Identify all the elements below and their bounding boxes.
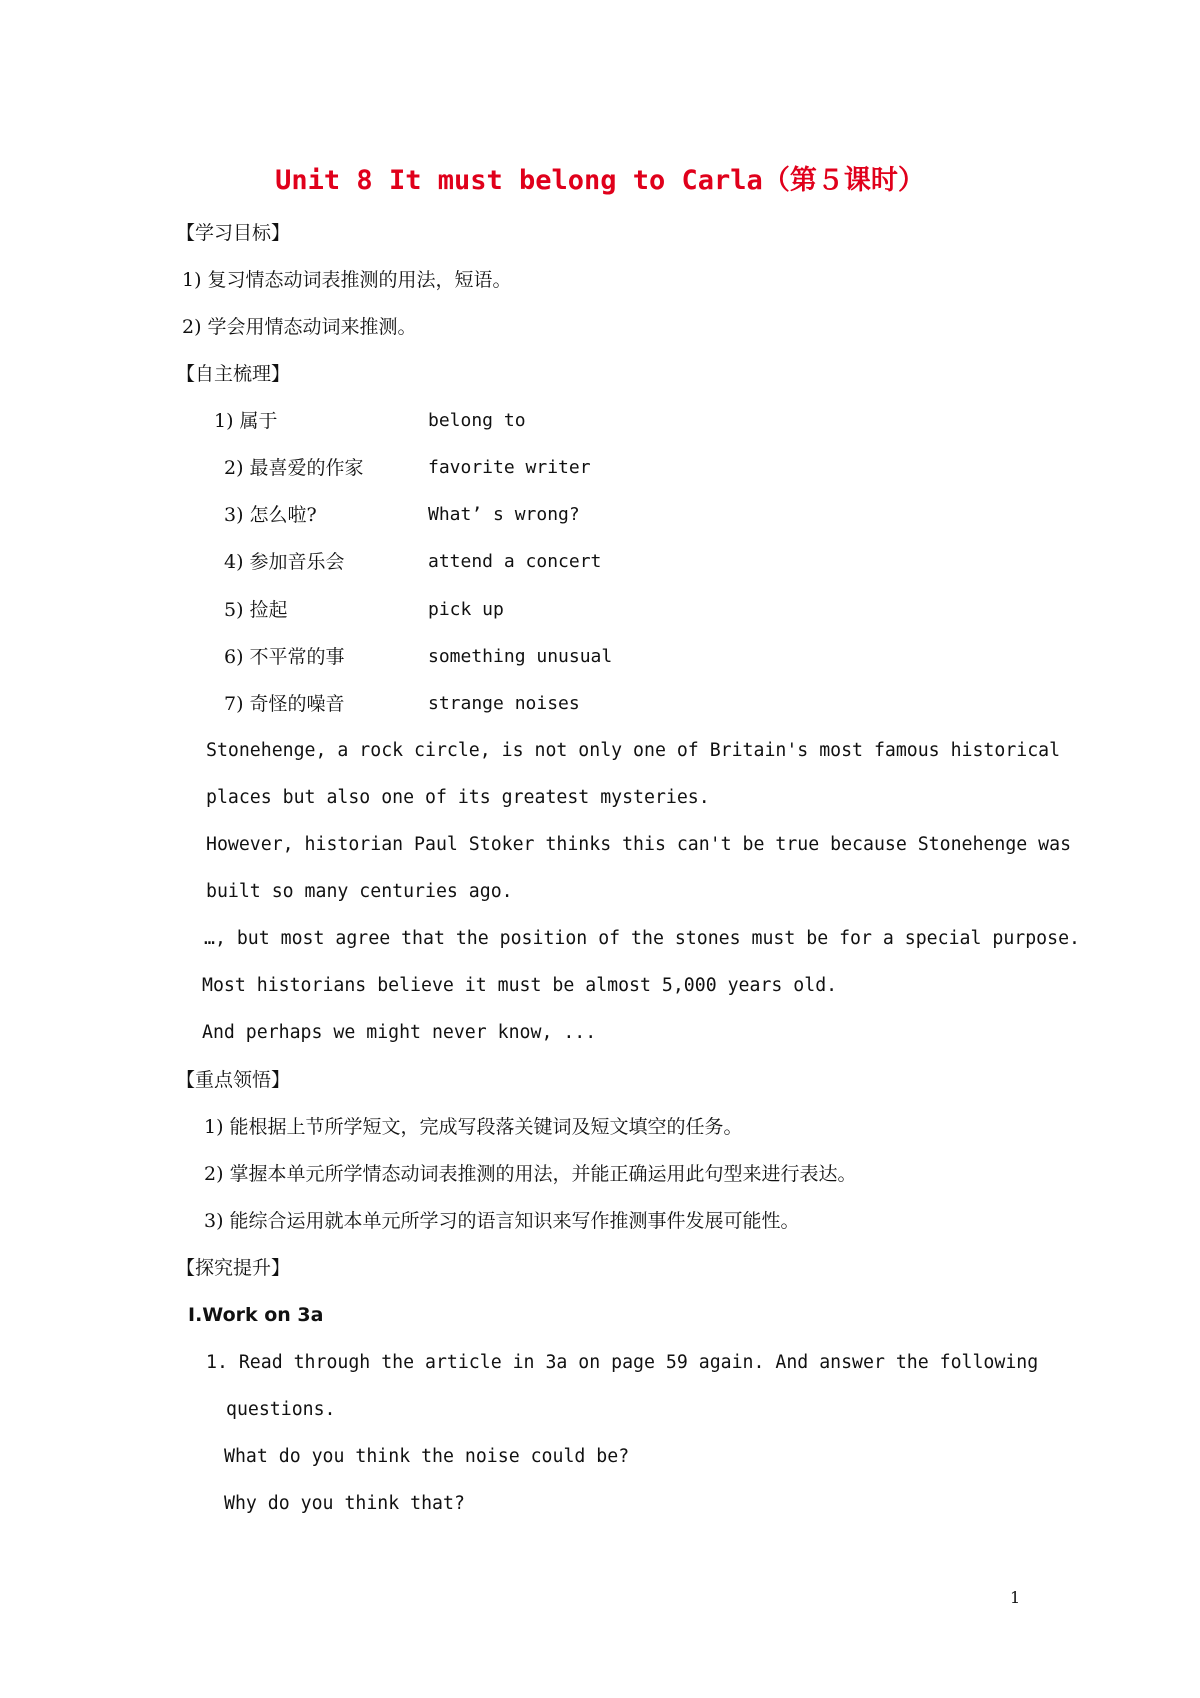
goal-item: 2) 学会用情态动词来推测。 — [182, 316, 417, 338]
goal-item: 1) 复习情态动词表推测的用法，短语。 — [182, 269, 512, 291]
section-heading-explore: 【探究提升】 — [176, 1257, 291, 1279]
vocab-chinese: 6) 不平常的事 — [224, 646, 345, 668]
task-instruction: 1. Read through the article in 3a on page 59 again. And answer the following — [206, 1352, 1039, 1373]
sentence-line: places but also one of its greatest mysteries. — [206, 787, 710, 808]
vocab-english: favorite writer — [428, 457, 591, 478]
vocab-english: belong to — [428, 410, 526, 431]
sentence-line: …, but most agree that the position of the stones must be for a special purpose. — [204, 928, 1080, 949]
vocab-chinese: 3) 怎么啦? — [224, 504, 317, 526]
question: Why do you think that? — [224, 1493, 465, 1514]
sentence-line: Most historians believe it must be almost 5,000 years old. — [202, 975, 838, 996]
vocab-chinese: 7) 奇怪的噪音 — [224, 693, 345, 715]
section-heading-key: 【重点领悟】 — [176, 1069, 291, 1091]
sentence-line: However, historian Paul Stoker thinks this can't be true because Stonehenge was — [206, 834, 1072, 855]
vocab-english: something unusual — [428, 646, 613, 667]
vocab-english: What’ s wrong? — [428, 504, 580, 525]
question: What do you think the noise could be? — [224, 1446, 630, 1467]
key-item: 3) 能综合运用就本单元所学习的语言知识来写作推测事件发展可能性。 — [204, 1210, 800, 1232]
vocab-english: pick up — [428, 599, 504, 620]
key-item: 2) 掌握本单元所学情态动词表推测的用法，并能正确运用此句型来进行表达。 — [204, 1163, 857, 1185]
vocab-chinese: 1) 属于 — [214, 410, 278, 432]
section-heading-review: 【自主梳理】 — [176, 363, 291, 385]
section-heading-goals: 【学习目标】 — [176, 222, 291, 244]
vocab-english: strange noises — [428, 693, 580, 714]
task-instruction-cont: questions. — [226, 1399, 336, 1420]
page-number: 1 — [1010, 1588, 1021, 1607]
vocab-chinese: 2) 最喜爱的作家 — [224, 457, 364, 479]
key-item: 1) 能根据上节所学短文，完成写段落关键词及短文填空的任务。 — [204, 1116, 743, 1138]
vocab-chinese: 4) 参加音乐会 — [224, 551, 345, 573]
page-title: Unit 8 It must belong to Carla（第５课时） — [275, 165, 925, 196]
sentence-line: Stonehenge, a rock circle, is not only one of Britain's most famous historical — [206, 740, 1061, 761]
vocab-english: attend a concert — [428, 551, 602, 572]
subheading-work-on-3a: Ⅰ.Work on 3a — [188, 1304, 324, 1326]
vocab-chinese: 5) 捡起 — [224, 599, 288, 621]
sentence-line: And perhaps we might never know, ... — [202, 1022, 597, 1043]
sentence-line: built so many centuries ago. — [206, 881, 513, 902]
